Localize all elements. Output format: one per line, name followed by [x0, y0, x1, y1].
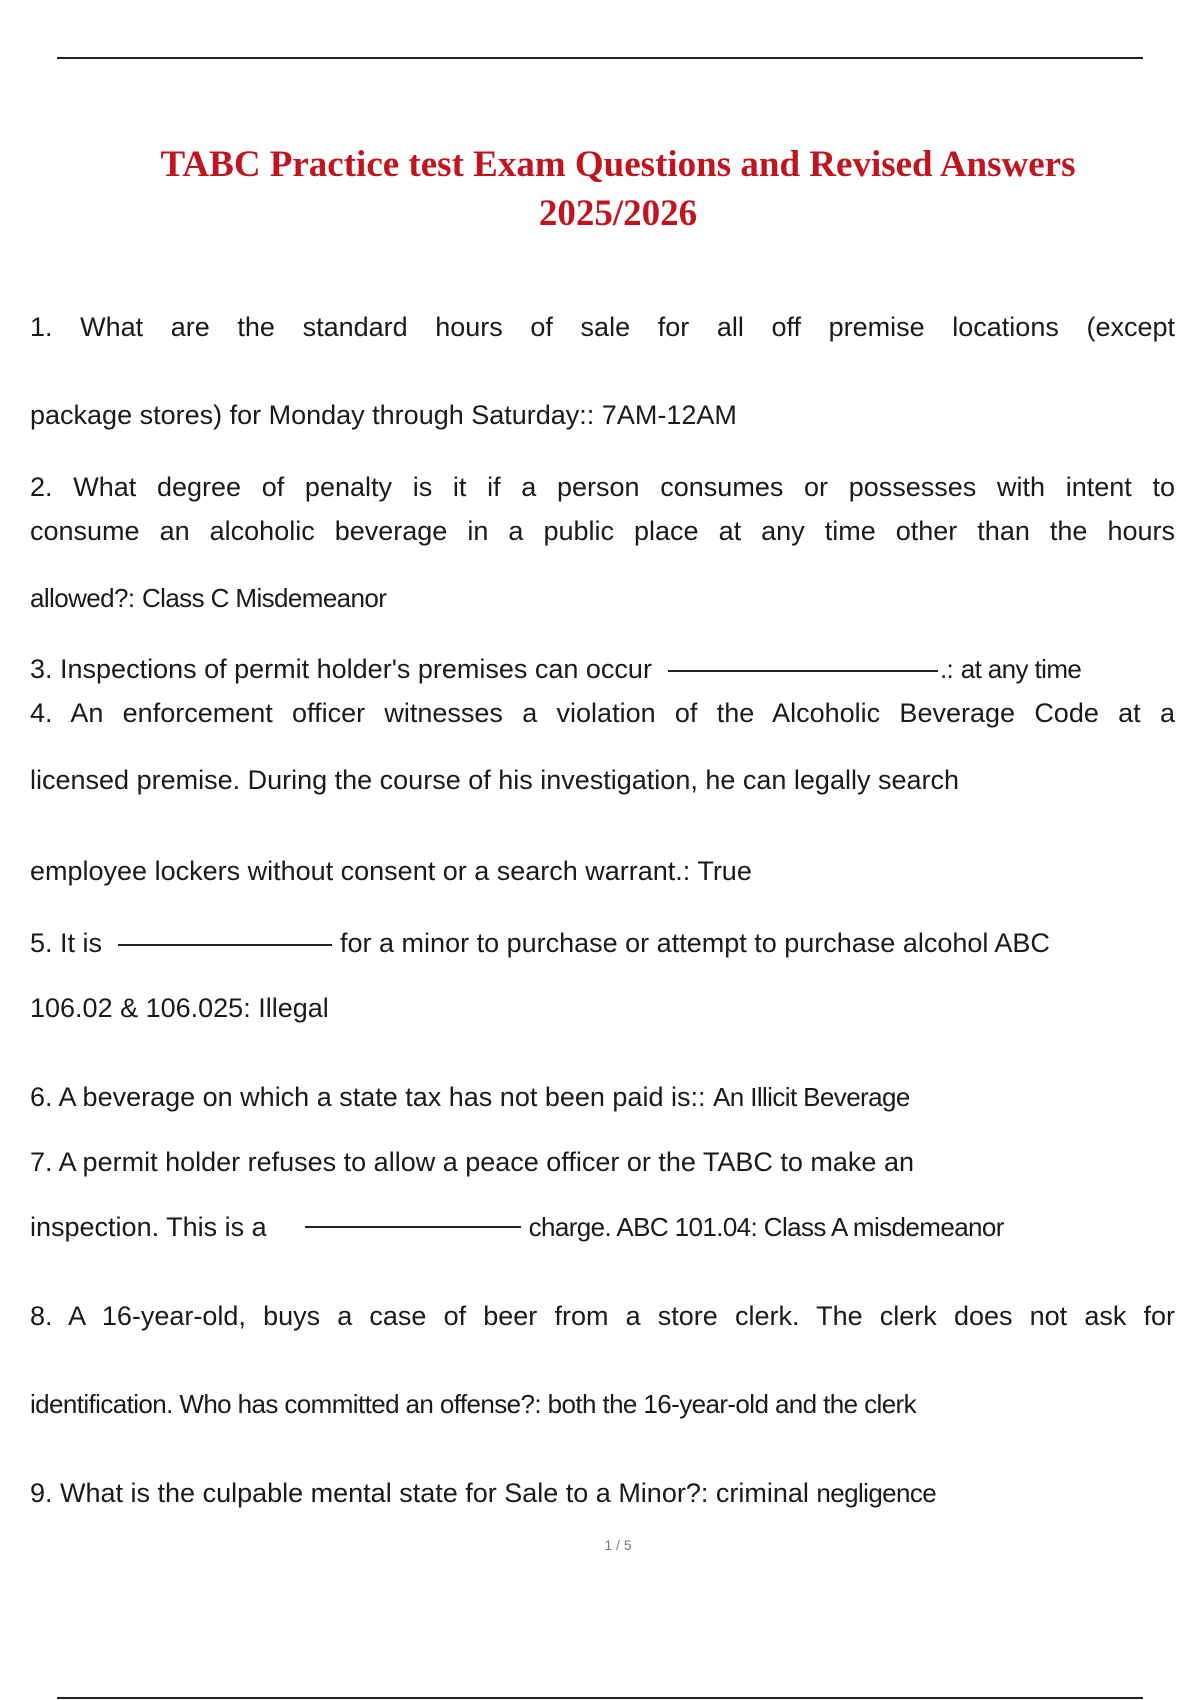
- question-2-line-1: 2. What degree of penalty is it if a person consumes or possesses with intent to: [30, 472, 1175, 502]
- question-7-line-1: 7. A permit holder refuses to allow a peace officer or the TABC to make an: [30, 1147, 914, 1177]
- question-9-answer: negligence: [816, 1478, 937, 1508]
- top-rule: [57, 57, 1143, 59]
- question-7-answer: charge. ABC 101.04: Class A misdemeanor: [528, 1212, 1004, 1242]
- question-3-punct: .:: [939, 654, 954, 684]
- question-5-prompt-end: for a minor to purchase or attempt to purchase alcohol ABC: [340, 928, 1050, 958]
- question-3: [30, 652, 1081, 686]
- answer-blank: [118, 944, 332, 946]
- question-2-line-3: [30, 581, 386, 615]
- title-line-2: 2025/2026: [538, 193, 698, 234]
- question-2-line-2: consume an alcoholic beverage in a public place at any time other than the hours: [30, 516, 1175, 546]
- question-6-answer: An Illicit Beverage: [712, 1082, 910, 1112]
- question-5-line-1: [30, 926, 1050, 960]
- page-number: 1 / 5: [604, 1537, 632, 1553]
- question-5-line-2: 106.02 & 106.025: Illegal: [30, 993, 329, 1023]
- page-title: [60, 140, 1176, 238]
- title-line-1: TABC Practice test Exam Questions and Revised Answers: [160, 144, 1076, 185]
- question-2-answer: Class C Misdemeanor: [141, 583, 387, 613]
- question-6: [30, 1080, 910, 1114]
- bottom-rule: [57, 1697, 1143, 1699]
- question-7-line-2: [30, 1210, 1004, 1244]
- question-9-prompt: 9. What is the culpable mental state for Sale to a Minor?: criminal: [30, 1478, 809, 1508]
- question-7-prompt: inspection. This is a: [30, 1212, 267, 1242]
- question-1-line-1: 1. What are the standard hours of sale for all off premise locations (except: [30, 312, 1175, 342]
- answer-blank: [305, 1226, 521, 1228]
- question-3-prompt: 3. Inspections of permit holder's premises can occur: [30, 654, 652, 684]
- question-8-line-2: identification. Who has committed an offense?: both the 16-year-old and the clerk: [30, 1389, 917, 1419]
- question-4-line-1: 4. An enforcement officer witnesses a violation of the Alcoholic Beverage Code at a: [30, 698, 1175, 728]
- question-4-line-3: employee lockers without consent or a search warrant.: True: [30, 856, 752, 886]
- question-3-answer: at any time: [960, 654, 1082, 684]
- question-6-prompt: 6. A beverage on which a state tax has not been paid is::: [30, 1082, 706, 1112]
- question-9: [30, 1476, 936, 1510]
- question-1-line-2: package stores) for Monday through Saturday:: 7AM-12AM: [30, 400, 737, 430]
- question-5-prompt: 5. It is: [30, 928, 103, 958]
- question-2-prompt-end: allowed?:: [30, 583, 135, 613]
- answer-blank: [668, 670, 938, 672]
- question-4-line-2: licensed premise. During the course of his investigation, he can legally search: [30, 765, 959, 795]
- question-8-line-1: 8. A 16-year-old, buys a case of beer from a store clerk. The clerk does not ask for: [30, 1301, 1175, 1331]
